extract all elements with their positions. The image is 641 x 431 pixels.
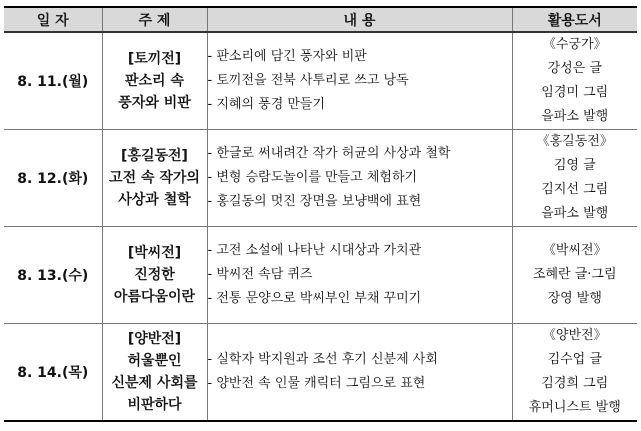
session-content (207, 227, 512, 324)
session-topic (102, 32, 207, 130)
content-item: - 지혜의 풍경 만들기 (207, 97, 326, 112)
session-date: 8. 12.(화) (4, 130, 102, 227)
content-item: - 양반전 속 인물 캐릭터 그림으로 표현 (207, 376, 426, 391)
book-line: 《박씨전》 (542, 243, 607, 258)
session-topic (102, 227, 207, 324)
book-line: 을파소 발행 (541, 109, 609, 124)
table-row (4, 227, 637, 324)
reference-book (512, 32, 637, 130)
book-line: 장영 발행 (547, 291, 602, 306)
book-line: 을파소 발행 (541, 206, 609, 221)
topic-line: 풍자와 비판 (118, 95, 191, 111)
program-schedule-table (4, 6, 637, 422)
header-row (4, 7, 637, 32)
header-books: 활용도서 (512, 7, 637, 32)
book-line: 《수궁가》 (542, 37, 607, 52)
session-date: 8. 13.(수) (4, 227, 102, 324)
content-item: - 한글로 써내려간 작가 허균의 사상과 철학 (207, 146, 451, 161)
topic-line: 판소리 속 (125, 73, 184, 89)
header-topic: 주 제 (102, 7, 207, 32)
table-row (4, 32, 637, 130)
content-item: - 판소리에 담긴 풍자와 비판 (207, 49, 367, 64)
topic-line: 신분제 사회를 (111, 375, 198, 391)
header-date: 일 자 (4, 7, 102, 32)
reference-book (512, 130, 637, 227)
table-row (4, 130, 637, 227)
content-item: - 홍길동의 멋진 장면을 보냥백에 표현 (207, 194, 422, 209)
topic-line: [토끼전] (127, 51, 182, 67)
book-line: 휴머니스트 발행 (528, 400, 621, 415)
table-row (4, 324, 637, 422)
session-date: 8. 14.(목) (4, 324, 102, 422)
session-content (207, 32, 512, 130)
topic-line: [박씨전] (127, 245, 182, 261)
topic-line: 고전 속 작가의 (109, 170, 200, 186)
topic-line: 비판하다 (127, 397, 182, 413)
book-line: 김영 글 (553, 158, 596, 173)
content-item: - 박씨전 속담 퀴즈 (207, 267, 313, 282)
content-item: - 실학자 박지원과 조선 후기 신분제 사회 (207, 352, 438, 367)
session-content (207, 324, 512, 422)
book-line: 김수업 글 (547, 352, 602, 367)
session-date: 8. 11.(월) (4, 32, 102, 130)
session-topic (102, 130, 207, 227)
book-line: 김지선 그림 (541, 182, 609, 197)
book-line: 조혜란 글·그림 (532, 267, 617, 282)
book-line: 《홍길동전》 (536, 134, 613, 149)
session-content (207, 130, 512, 227)
content-item: - 고전 소설에 나타난 시대상과 가치관 (207, 243, 422, 258)
header-content: 내 용 (207, 7, 512, 32)
content-item: - 변형 승람도놀이를 만들고 체험하기 (207, 170, 418, 185)
session-topic (102, 324, 207, 422)
topic-line: 사상과 철학 (118, 192, 191, 208)
topic-line: 아름다움이란 (113, 289, 196, 305)
reference-book (512, 227, 637, 324)
content-item: - 전통 문양으로 박씨부인 부채 꾸미기 (207, 291, 422, 306)
topic-line: 진정한 (134, 267, 175, 283)
book-line: 임경미 그림 (541, 85, 609, 100)
topic-line: 허울뿐인 (127, 353, 182, 369)
book-line: 《양반전》 (542, 328, 607, 343)
topic-line: [양반전] (127, 331, 182, 347)
reference-book (512, 324, 637, 422)
content-item: - 토끼전을 전북 사투리로 쓰고 낭독 (207, 73, 409, 88)
book-line: 김경희 그림 (541, 376, 609, 391)
topic-line: [홍길동전] (121, 148, 188, 164)
book-line: 강성은 글 (547, 61, 602, 76)
